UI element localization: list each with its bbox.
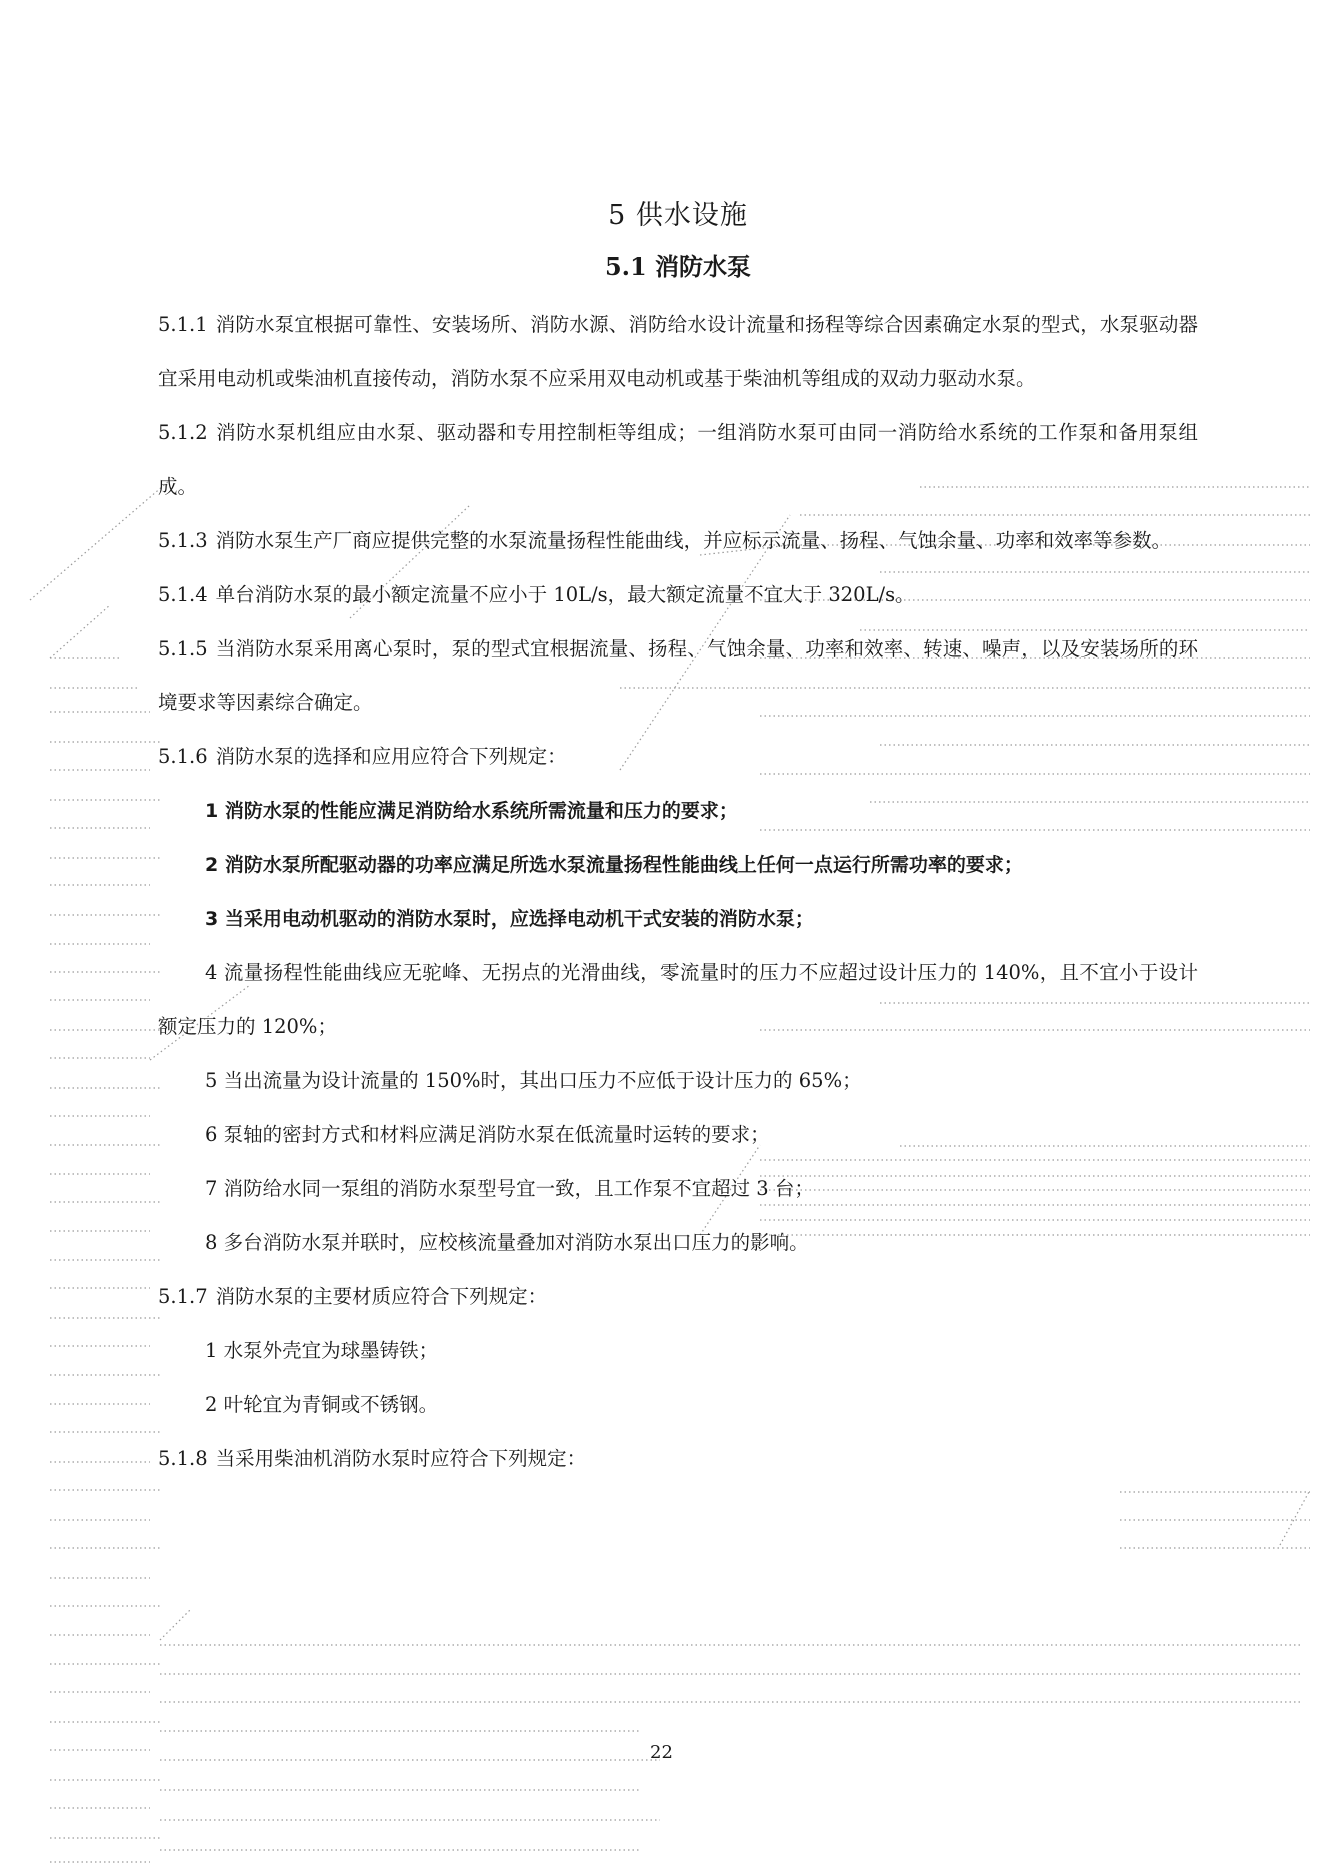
clause-5-1-3: [158, 514, 1198, 568]
clause-5-1-6-item-2: 2 消防水泵所配驱动器的功率应满足所选水泵流量扬程性能曲线上任何一点运行所需功率的要求；: [205, 854, 1023, 876]
clause-5-1-6-item-8: 8 多台消防水泵并联时，应校核流量叠加对消防水泵出口压力的影响。: [205, 1231, 809, 1254]
clause-5-1-6-item-5: 5 当出流量为设计流量的 150%时，其出口压力不应低于设计压力的 65%；: [205, 1069, 862, 1092]
section-title: 5.1 消防水泵: [604, 252, 752, 281]
clause-text: 消防水泵宜根据可靠性、安装场所、消防水源、消防给水设计流量和扬程等综合因素确定水泵的型式，水泵驱动器宜采用电动机或柴油机直接传动，消防水泵不应采用双电动机或基于柴油机等组成的双动力驱动水泵。: [158, 313, 1198, 390]
clause-text: 消防水泵的选择和应用应符合下列规定：: [215, 745, 567, 768]
clause-5-1-6-item-1: 1 消防水泵的性能应满足消防给水系统所需流量和压力的要求；: [205, 800, 738, 822]
clause-number: 5.1.7: [158, 1285, 208, 1308]
page-number: 22: [650, 1742, 673, 1763]
clause-5-1-6-item-7: 7 消防给水同一泵组的消防水泵型号宜一致，且工作泵不宜超过 3 台；: [205, 1177, 814, 1200]
clause-5-1-7-item-2: 2 叶轮宜为青铜或不锈钢。: [205, 1393, 439, 1416]
clause-text: 消防水泵生产厂商应提供完整的水泵流量扬程性能曲线，并应标示流量、扬程、气蚀余量、功率和效率等参数。: [215, 529, 1172, 552]
clause-text: 消防水泵的主要材质应符合下列规定：: [215, 1285, 548, 1308]
clause-text: 当采用柴油机消防水泵时应符合下列规定：: [215, 1447, 587, 1470]
clause-5-1-6-item-3: 3 当采用电动机驱动的消防水泵时，应选择电动机干式安装的消防水泵；: [205, 908, 814, 930]
clause-text: 单台消防水泵的最小额定流量不应小于 10L/s，最大额定流量不宜大于 320L/s。: [215, 583, 915, 606]
clause-number: 5.1.1: [158, 313, 208, 336]
chapter-title: 5 供水设施: [608, 200, 748, 231]
clause-number: 5.1.4: [158, 583, 208, 606]
clause-5-1-1: [158, 298, 1198, 406]
clause-5-1-6-item-6: 6 泵轴的密封方式和材料应满足消防水泵在低流量时运转的要求；: [205, 1123, 770, 1146]
clause-5-1-5: [158, 622, 1198, 730]
clause-number: 5.1.6: [158, 745, 208, 768]
clause-5-1-8: [158, 1432, 1198, 1486]
clause-number: 5.1.2: [158, 421, 208, 444]
clause-number: 5.1.5: [158, 637, 208, 660]
clause-5-1-7: [158, 1270, 1198, 1324]
clause-number: 5.1.8: [158, 1447, 208, 1470]
clause-5-1-4: [158, 568, 1198, 622]
clause-5-1-6-item-4: 4 流量扬程性能曲线应无驼峰、无拐点的光滑曲线，零流量时的压力不应超过设计压力的 140%，且不宜小于设计额定压力的 120%；: [158, 961, 1198, 1038]
clause-text: 消防水泵机组应由水泵、驱动器和专用控制柜等组成；一组消防水泵可由同一消防给水系统的工作泵和备用泵组成。: [158, 421, 1198, 498]
document-body: [158, 190, 1198, 1486]
clause-5-1-2: [158, 406, 1198, 514]
clause-number: 5.1.3: [158, 529, 208, 552]
clause-5-1-6: [158, 730, 1198, 784]
clause-5-1-7-item-1: 1 水泵外壳宜为球墨铸铁；: [205, 1339, 439, 1362]
clause-text: 当消防水泵采用离心泵时，泵的型式宜根据流量、扬程、气蚀余量、功率和效率、转速、噪声，以及安装场所的环境要求等因素综合确定。: [158, 637, 1198, 714]
